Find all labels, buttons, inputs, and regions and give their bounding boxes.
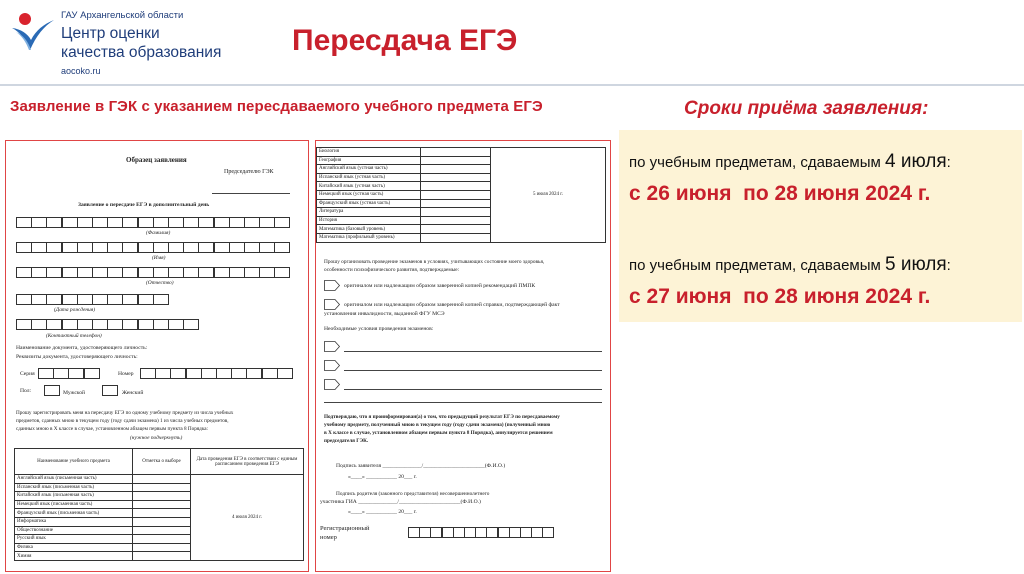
deadline-2-period: с 27 июня по 28 июня 2024 г. xyxy=(629,285,931,308)
caption-surname: (Фамилия) xyxy=(146,230,171,236)
condition-line-2[interactable] xyxy=(344,370,602,371)
parent-signature-line-1: Подпись родителя (законного представителя) несовершеннолетнего xyxy=(336,491,490,497)
number-boxes[interactable] xyxy=(140,368,292,379)
choice-cell[interactable] xyxy=(133,500,191,509)
choice-cell[interactable] xyxy=(133,483,191,492)
caption-patronymic: (Отчество) xyxy=(146,280,174,286)
subjects-table-2 xyxy=(316,147,606,243)
parent-signature-line-2[interactable]: участника ГИА ______________/______________________(Ф.И.О.) xyxy=(320,499,481,505)
surname-boxes[interactable] xyxy=(16,217,290,228)
subject-cell: Математика (профильный уровень) xyxy=(317,233,421,242)
choice-cell[interactable] xyxy=(421,216,491,225)
needed-conditions-label: Необходимые условия проведения экзаменов: xyxy=(324,326,434,332)
pmpk-checkbox[interactable] xyxy=(324,280,340,291)
series-boxes[interactable] xyxy=(38,368,99,379)
reg-number-label-2: номер xyxy=(320,534,337,541)
reg-number-boxes[interactable] xyxy=(408,527,554,538)
subject-cell: Испанский язык (письменная часть) xyxy=(15,483,133,492)
confirm-line-1: Подтверждаю, что я проинформирован(а) о том, что предыдущий результат ЕГЭ по пересдаваемому xyxy=(324,414,560,420)
deadlines-panel xyxy=(619,130,1022,322)
page-title: Пересдача ЕГЭ xyxy=(292,24,518,57)
subject-cell: География xyxy=(317,156,421,165)
logo-name xyxy=(61,24,221,62)
applicant-date[interactable]: «____» ___________ 20___ г. xyxy=(348,474,417,480)
choice-cell[interactable] xyxy=(133,526,191,535)
subject-cell: Английский язык (устная часть) xyxy=(317,165,421,174)
header-divider xyxy=(0,84,1024,86)
choice-cell[interactable] xyxy=(421,208,491,217)
choice-cell[interactable] xyxy=(133,492,191,501)
caption-name: (Имя) xyxy=(152,255,166,261)
subject-cell: Испанский язык (устная часть) xyxy=(317,173,421,182)
choice-cell[interactable] xyxy=(133,543,191,552)
deadline-1-period: с 26 июня по 28 июня 2024 г. xyxy=(629,182,931,205)
confirm-line-4: председателя ГЭК. xyxy=(324,438,369,444)
choice-cell[interactable] xyxy=(421,173,491,182)
deadlines-heading: Сроки приёма заявления: xyxy=(684,98,929,119)
section-divider xyxy=(324,402,602,403)
subject-cell: Немецкий язык (письменная часть) xyxy=(15,500,133,509)
subject-cell: Китайский язык (письменная часть) xyxy=(15,492,133,501)
subject-cell: Французский язык (устная часть) xyxy=(317,199,421,208)
section-subtitle: Заявление в ГЭК с указанием пересдаваемого учебного предмета ЕГЭ xyxy=(10,98,543,115)
phone-boxes[interactable] xyxy=(16,319,198,330)
sex-label: Пол: xyxy=(20,388,32,394)
logo-name-line2: качества образования xyxy=(61,44,222,61)
request-line-1: Прошу зарегистрировать меня на пересдачу ЕГЭ по одному учебному предмету из числа учебных xyxy=(16,410,234,416)
date-cell: 4 июля 2024 г. xyxy=(191,475,304,561)
organization-logo[interactable] xyxy=(10,8,270,78)
female-label: Женский xyxy=(122,390,144,396)
subject-cell: Литература xyxy=(317,208,421,217)
logo-emblem-icon xyxy=(10,10,56,56)
conditions-line-2: особенности психофизического развития, подтверждаемые: xyxy=(324,267,460,273)
choice-cell[interactable] xyxy=(421,233,491,242)
condition-line-3[interactable] xyxy=(344,389,602,390)
choice-cell[interactable] xyxy=(421,182,491,191)
conditions-line-1: Прошу организовать проведение экзаменов в условиях, учитывающих состояние моего здоровья, xyxy=(324,259,545,265)
birthdate-boxes[interactable] xyxy=(16,294,168,305)
doc-name-label: Наименование документа, удостоверяющего личность: xyxy=(16,345,148,351)
subject-cell: Русский язык xyxy=(15,535,133,544)
form-sample-page-1 xyxy=(5,140,309,572)
subject-cell: Китайский язык (устная часть) xyxy=(317,182,421,191)
condition-checkbox-3[interactable] xyxy=(324,379,340,390)
choice-cell[interactable] xyxy=(421,225,491,234)
subject-cell: Математика (базовый уровень) xyxy=(317,225,421,234)
col-date: Дата проведения ЕГЭ в соответствии с единым расписанием проведения ЕГЭ xyxy=(191,449,304,475)
confirm-line-2: учебному предмету, полученный мною в текущем году (году сдачи экзамена) (полученный мною xyxy=(324,422,551,428)
confirm-line-3: в Х классе в случае, установленном абзацем первым пункта 8 Порядка), аннулируется решением xyxy=(324,430,553,436)
subject-cell: История xyxy=(317,216,421,225)
female-checkbox[interactable] xyxy=(102,385,117,396)
date-cell: 5 июля 2024 г. xyxy=(491,148,606,243)
caption-phone: (Контактный телефон) xyxy=(46,333,102,339)
series-label: Серия xyxy=(20,371,35,377)
number-label: Номер xyxy=(118,371,134,377)
choice-cell[interactable] xyxy=(133,552,191,561)
subject-cell: Английский язык (письменная часть) xyxy=(15,475,133,484)
condition-line-1[interactable] xyxy=(344,351,602,352)
choice-cell[interactable] xyxy=(133,535,191,544)
form-heading: Заявление о пересдаче ЕГЭ в дополнительный день xyxy=(78,202,210,208)
patronymic-boxes[interactable] xyxy=(16,267,290,278)
parent-date[interactable]: «____» ___________ 20___ г. xyxy=(348,509,417,515)
option-mse-line-2: установления инвалидности, выданной ФГУ МСЭ xyxy=(324,311,445,317)
condition-checkbox-1[interactable] xyxy=(324,341,340,352)
name-boxes[interactable] xyxy=(16,242,290,253)
caption-birthdate: (Дата рождения) xyxy=(54,307,96,313)
logo-url: aocoko.ru xyxy=(61,66,101,76)
subject-cell: Обществознание xyxy=(15,526,133,535)
form-addressee: Председателю ГЭК xyxy=(224,169,274,175)
col-subject: Наименование учебного предмета xyxy=(15,449,133,475)
mse-checkbox[interactable] xyxy=(324,299,340,310)
doc-details-label: Реквизиты документа, удостоверяющего личность: xyxy=(16,354,138,360)
subject-cell: Химия xyxy=(15,552,133,561)
male-label: Мужской xyxy=(63,390,86,396)
subject-cell: Информатика xyxy=(15,517,133,526)
logo-name-line1: Центр оценки xyxy=(61,25,160,42)
choice-cell[interactable] xyxy=(421,156,491,165)
option-pmpk: оригиналом или надлежащим образом заверенной копией рекомендаций ПМПК xyxy=(344,283,536,289)
condition-checkbox-2[interactable] xyxy=(324,360,340,371)
request-line-3: сданных мною в Х классе в случае, установленном абзацем первым пункта 8 Порядка: xyxy=(16,426,209,432)
applicant-signature[interactable]: Подпись заявителя ______________/______________________(Ф.И.О.) xyxy=(336,463,506,469)
male-checkbox[interactable] xyxy=(44,385,59,396)
form-title: Образец заявления xyxy=(126,156,187,164)
choice-cell[interactable] xyxy=(133,475,191,484)
subjects-table-1 xyxy=(14,448,304,561)
option-mse-line-1: оригиналом или надлежащим образом заверенной копией справки, подтверждающей факт xyxy=(344,302,560,308)
choice-cell[interactable] xyxy=(421,190,491,199)
form-sample-page-2 xyxy=(315,140,611,572)
choice-cell[interactable] xyxy=(421,148,491,157)
choice-cell[interactable] xyxy=(421,199,491,208)
choice-cell[interactable] xyxy=(421,165,491,174)
reg-number-label-1: Регистрационный xyxy=(320,525,370,532)
underline-note: (нужное подчеркнуть) xyxy=(130,435,183,441)
logo-org: ГАУ Архангельской области xyxy=(61,10,184,21)
col-choice: Отметка о выборе xyxy=(133,449,191,475)
choice-cell[interactable] xyxy=(133,509,191,518)
addressee-line xyxy=(212,193,290,194)
subject-cell: Французский язык (письменная часть) xyxy=(15,509,133,518)
deadline-1-label: по учебным предметам, сдаваемым 4 июля: xyxy=(629,151,951,172)
request-line-2: предметов, сданных мною в текущем году (году сдачи экзамена) 1 из числа учебных предметов, xyxy=(16,418,229,424)
deadline-2-label: по учебным предметам, сдаваемым 5 июля: xyxy=(629,254,951,275)
subject-cell: Немецкий язык (устная часть) xyxy=(317,190,421,199)
subject-cell: Физика xyxy=(15,543,133,552)
subject-cell: Биология xyxy=(317,148,421,157)
choice-cell[interactable] xyxy=(133,517,191,526)
